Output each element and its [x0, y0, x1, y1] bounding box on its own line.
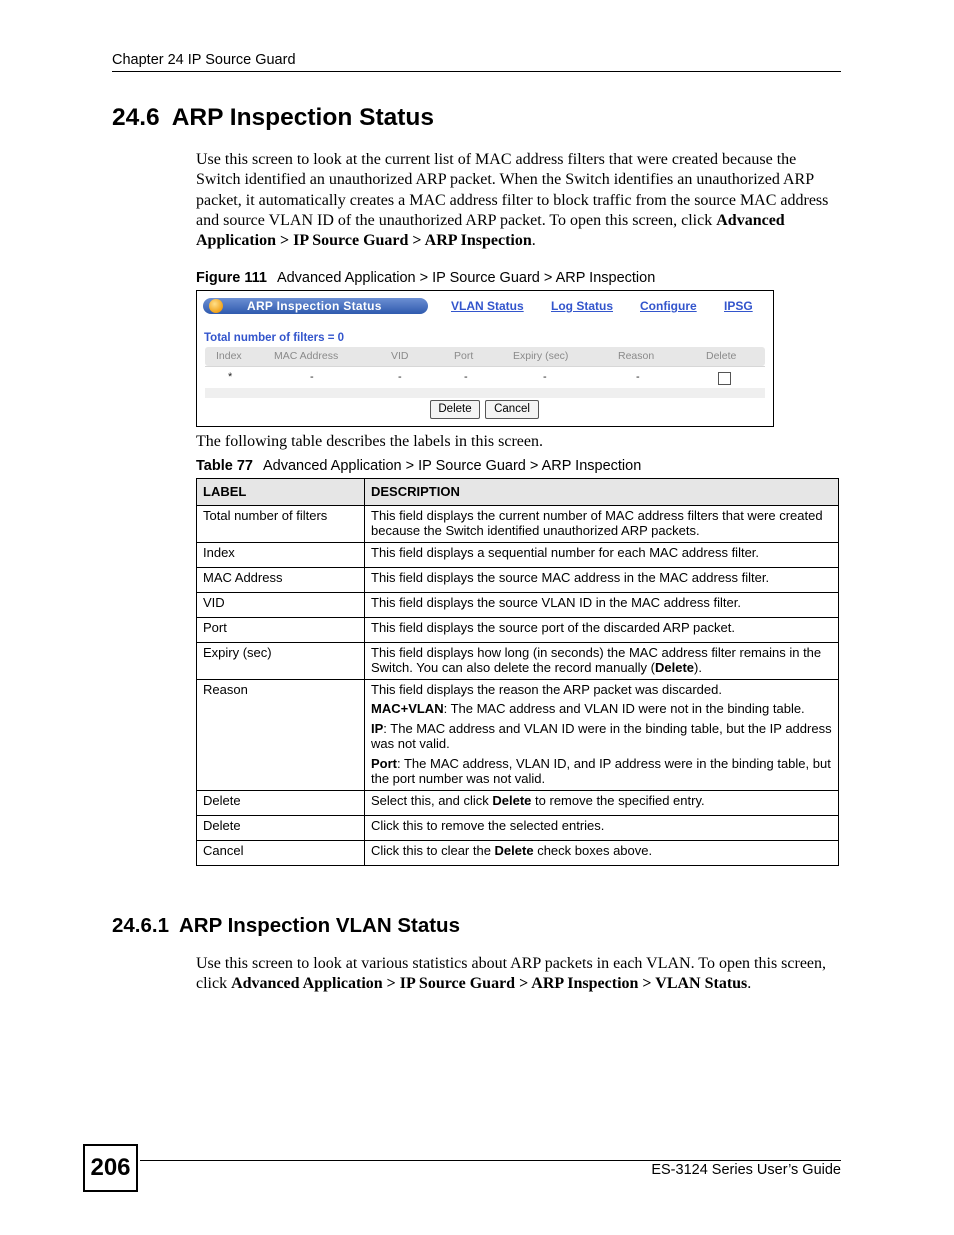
description-text-end: check boxes above.	[533, 842, 653, 858]
description-text: Click this to clear the	[371, 842, 495, 858]
table-row	[197, 642, 839, 679]
tab-bullet-icon	[209, 299, 223, 313]
description-text: Select this, and click	[371, 792, 493, 808]
figure-caption	[196, 270, 655, 286]
vlan-text: Use this screen to look at various statistics about ARP packets in each VLAN. To open this screen, click	[196, 955, 827, 993]
configure-link[interactable]: Configure	[640, 299, 697, 313]
intro-text-end: .	[531, 232, 536, 250]
row-description: This field displays the current number of MAC address filters that were created because the Switch identified unauthorized ARP packets.	[365, 505, 839, 542]
description-bold: Delete	[494, 842, 534, 858]
table-header-row	[197, 479, 839, 506]
row-description: This field displays the source VLAN ID in the MAC address filter.	[365, 592, 839, 617]
row-description: Click this to remove the selected entries.	[365, 815, 839, 840]
row-description	[365, 790, 839, 815]
row-description	[365, 679, 839, 790]
description-bold: Delete	[492, 792, 532, 808]
row-label: Cancel	[197, 840, 365, 865]
row-label: Port	[197, 617, 365, 642]
reason-item-port	[371, 756, 832, 787]
vlan-status-paragraph	[196, 954, 841, 995]
description-text-end: ).	[694, 660, 702, 675]
reason-text: : The MAC address, VLAN ID, and IP address were in the binding table, but the port number was not valid.	[371, 755, 831, 786]
table-intro-text: The following table describes the labels in this screen.	[196, 433, 544, 450]
subsection-number: 24.6.1	[112, 914, 169, 937]
figure-caption-text: Advanced Application > IP Source Guard > ARP Inspection	[276, 270, 656, 286]
column-header-expiry: Expiry (sec)	[513, 350, 569, 362]
row-description	[365, 642, 839, 679]
subsection-title	[112, 914, 460, 938]
reason-item-ip	[371, 721, 832, 752]
table-caption-text: Advanced Application > IP Source Guard > ARP Inspection	[262, 458, 642, 474]
intro-menu-path: Advanced Application > IP Source Guard > ARP Inspection	[196, 211, 785, 250]
running-header: Chapter 24 IP Source Guard	[112, 52, 296, 68]
table-row	[197, 505, 839, 542]
column-header-vid: VID	[391, 350, 409, 362]
reason-summary: This field displays the reason the ARP packet was discarded.	[371, 681, 722, 697]
row-label: Delete	[197, 815, 365, 840]
delete-button[interactable]: Delete	[430, 400, 480, 419]
reason-term: Port	[371, 755, 397, 771]
intro-text: Use this screen to look at the current list of MAC address filters that were created because the Switch identified an unauthorized ARP packet. When the Switch identifies an unauthorized ARP packet, it automatically creates a MAC address filter to block traffic from the source MAC address and source VLAN ID of the unauthorized ARP packet. To open this screen, click	[196, 151, 829, 229]
row-description: This field displays a sequential number for each MAC address filter.	[365, 542, 839, 567]
table-caption	[196, 458, 641, 474]
description-bold: Delete	[655, 660, 695, 675]
row-description: This field displays the source port of the discarded ARP packet.	[365, 617, 839, 642]
section-title-text: ARP Inspection Status	[171, 104, 434, 131]
subsection-title-text: ARP Inspection VLAN Status	[179, 914, 460, 937]
reason-item-mac-vlan	[371, 701, 832, 717]
header-rule	[112, 71, 841, 72]
reason-term: MAC+VLAN	[371, 701, 444, 716]
vlan-menu-path: Advanced Application > IP Source Guard > ARP Inspection > VLAN Status	[231, 975, 748, 993]
ipsg-link[interactable]: IPSG	[724, 299, 753, 313]
table-row	[197, 790, 839, 815]
column-header-delete: Delete	[706, 350, 737, 362]
table-row	[197, 840, 839, 865]
intro-paragraph	[196, 150, 841, 251]
header-description: DESCRIPTION	[365, 479, 839, 506]
footer-rule	[140, 1160, 841, 1161]
table-row	[197, 617, 839, 642]
log-status-link[interactable]: Log Status	[551, 299, 613, 313]
vlan-text-end: .	[747, 975, 752, 993]
table-row	[197, 567, 839, 592]
row-label: Expiry (sec)	[197, 642, 365, 679]
table-row	[197, 815, 839, 840]
cell-expiry: -	[543, 371, 547, 383]
column-header-index: Index	[216, 350, 242, 362]
row-label: Reason	[197, 679, 365, 790]
row-description: This field displays the source MAC address in the MAC address filter.	[365, 567, 839, 592]
total-filters-label: Total number of filters = 0	[204, 332, 345, 344]
column-header-mac-address: MAC Address	[274, 350, 339, 362]
delete-checkbox[interactable]	[718, 372, 731, 385]
cancel-button[interactable]: Cancel	[485, 400, 539, 419]
section-number: 24.6	[112, 104, 160, 131]
column-header-port: Port	[454, 350, 474, 362]
row-description	[365, 840, 839, 865]
filter-table-footer	[205, 388, 765, 398]
cell-mac-address: -	[310, 371, 314, 383]
table-row	[197, 679, 839, 790]
cell-reason: -	[636, 371, 640, 383]
page-number: 206	[83, 1144, 138, 1192]
row-label: Index	[197, 542, 365, 567]
cell-port: -	[464, 371, 468, 383]
header-label: LABEL	[197, 479, 365, 506]
table-row	[197, 592, 839, 617]
row-label: Delete	[197, 790, 365, 815]
cell-vid: -	[398, 371, 402, 383]
table-row	[205, 366, 765, 390]
column-header-reason: Reason	[618, 350, 655, 362]
section-title	[112, 104, 434, 132]
arp-tab-title: ARP Inspection Status	[247, 299, 382, 313]
row-label: VID	[197, 592, 365, 617]
description-text-end: to remove the specified entry.	[531, 792, 705, 808]
table-label: Table 77	[196, 458, 253, 474]
reason-term: IP	[371, 720, 384, 736]
row-label: MAC Address	[197, 567, 365, 592]
reason-text: : The MAC address and VLAN ID were in the binding table, but the IP address was not valid.	[371, 720, 832, 751]
figure-label: Figure 111	[196, 270, 267, 286]
figure-screenshot	[196, 290, 774, 427]
label-description-table	[196, 478, 839, 866]
footer-guide-title: ES-3124 Series User’s Guide	[651, 1162, 841, 1178]
cell-index: *	[228, 371, 233, 383]
table-row	[197, 542, 839, 567]
filter-table-header	[205, 347, 765, 366]
row-label: Total number of filters	[197, 505, 365, 542]
description-text: This field displays how long (in seconds) the MAC address filter remains in the Switch. You can also delete the record manually (	[371, 644, 822, 675]
vlan-status-link[interactable]: VLAN Status	[451, 299, 524, 313]
reason-text: : The MAC address and VLAN ID were not in the binding table.	[443, 701, 805, 716]
